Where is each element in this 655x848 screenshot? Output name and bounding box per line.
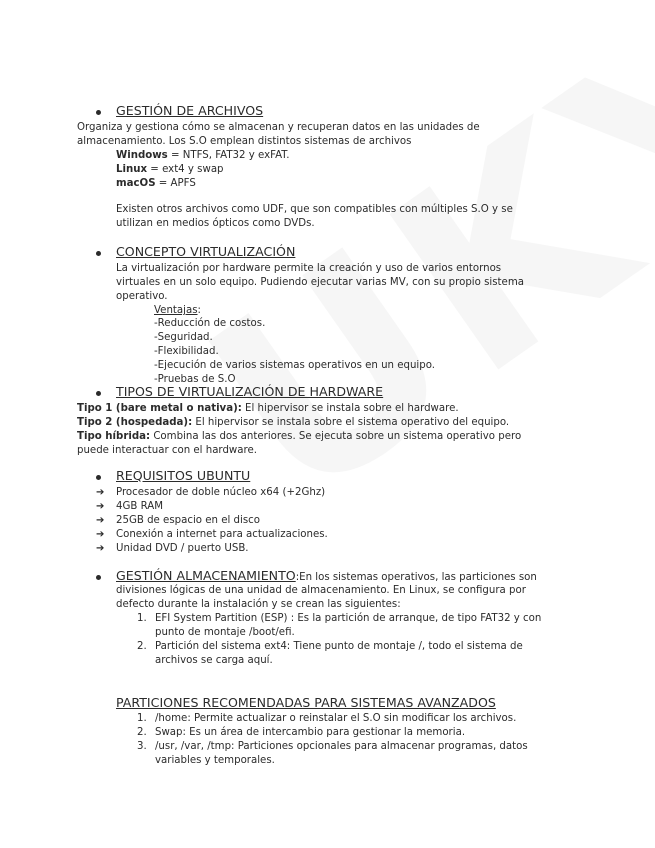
- type-label: Tipo 1 (bare metal o nativa):: [77, 403, 242, 414]
- os-value: = NTFS, FAT32 y exFAT.: [167, 150, 290, 161]
- list-item: Swap: Es un área de intercambio para gestionar la memoria.: [155, 727, 466, 738]
- paragraph-line: almacenamiento. Los S.O emplean distintos sistemas de archivos: [77, 136, 412, 147]
- arrow-right-icon: ➔: [96, 501, 105, 512]
- type-hybrid: [77, 430, 521, 444]
- section-heading: TIPOS DE VIRTUALIZACIÓN DE HARDWARE: [116, 384, 384, 399]
- section-heading: CONCEPTO VIRTUALIZACIÓN: [116, 244, 296, 259]
- bullet-icon: [96, 110, 101, 115]
- paragraph-line: utilizan en medios ópticos como DVDs.: [116, 218, 315, 229]
- filesystem-macos: [116, 177, 196, 191]
- list-number: 1.: [137, 613, 147, 624]
- requirement-item: Procesador de doble núcleo x64 (+2Ghz): [116, 487, 326, 498]
- section-heading: GESTIÓN ALMACENAMIENTO: [116, 568, 296, 583]
- list-item: Partición del sistema ext4: Tiene punto de montaje /, todo el sistema de: [155, 641, 523, 652]
- os-value: = ext4 y swap: [147, 164, 224, 175]
- advantage-item: -Reducción de costos.: [154, 318, 266, 329]
- list-number: 2.: [137, 641, 147, 652]
- paragraph-line: Organiza y gestiona cómo se almacenan y recuperan datos en las unidades de: [77, 122, 480, 133]
- paragraph-line: operativo.: [116, 291, 168, 302]
- section-heading: REQUISITOS UBUNTU: [116, 468, 251, 483]
- type-text: El hipervisor se instala sobre el sistema operativo del equipo.: [192, 417, 510, 428]
- paragraph-line: puede interactuar con el hardware.: [77, 445, 257, 456]
- type-label: Tipo 2 (hospedada):: [77, 417, 193, 428]
- bullet-icon: [96, 575, 101, 580]
- paragraph-line: Existen otros archivos como UDF, que son compatibles con múltiples S.O y se: [116, 204, 513, 215]
- type-text: Combina las dos anteriores. Se ejecuta sobre un sistema operativo pero: [150, 431, 522, 442]
- section-heading: PARTICIONES RECOMENDADAS PARA SISTEMAS AVANZADOS: [116, 695, 496, 710]
- paragraph-line: divisiones lógicas de una unidad de almacenamiento. En Linux, se configura por: [116, 585, 526, 596]
- paragraph-line: virtuales en un solo equipo. Pudiendo ejecutar varias MV, con su propio sistema: [116, 277, 524, 288]
- list-item: EFI System Partition (ESP) : Es la partición de arranque, de tipo FAT32 y con: [155, 613, 542, 624]
- requirement-item: Unidad DVD / puerto USB.: [116, 543, 249, 554]
- requirement-item: 25GB de espacio en el disco: [116, 515, 260, 526]
- colon: :: [197, 305, 201, 316]
- type-2: [77, 416, 509, 430]
- arrow-right-icon: ➔: [96, 543, 105, 554]
- section-heading: GESTIÓN DE ARCHIVOS: [116, 103, 264, 118]
- advantages-label: Ventajas: [154, 305, 198, 316]
- list-number: 3.: [137, 741, 147, 752]
- type-label: Tipo híbrida:: [77, 431, 151, 442]
- filesystem-windows: [116, 149, 290, 163]
- type-1: [77, 402, 459, 416]
- advantage-item: -Seguridad.: [154, 332, 213, 343]
- arrow-right-icon: ➔: [96, 529, 105, 540]
- paragraph-line: La virtualización por hardware permite la creación y uso de varios entornos: [116, 263, 502, 274]
- bullet-icon: [96, 475, 101, 480]
- list-item-cont: punto de montaje /boot/efi.: [155, 627, 295, 638]
- list-item-cont: archivos se carga aquí.: [155, 655, 273, 666]
- storage-intro: [116, 569, 537, 585]
- list-item-cont: variables y temporales.: [155, 755, 275, 766]
- advantages-title: [154, 304, 201, 318]
- bullet-icon: [96, 391, 101, 396]
- os-value: = APFS: [155, 178, 196, 189]
- filesystem-linux: [116, 163, 224, 177]
- os-label: Linux: [116, 164, 148, 175]
- list-number: 2.: [137, 727, 147, 738]
- list-item: /usr, /var, /tmp: Particiones opcionales para almacenar programas, datos: [155, 741, 528, 752]
- requirement-item: 4GB RAM: [116, 501, 164, 512]
- arrow-right-icon: ➔: [96, 515, 105, 526]
- os-label: macOS: [116, 178, 156, 189]
- paragraph-line: defecto durante la instalación y se crean las siguientes:: [116, 599, 401, 610]
- type-text: El hipervisor se instala sobre el hardware.: [241, 403, 459, 414]
- advantage-item: -Pruebas de S.O: [154, 374, 236, 385]
- bullet-icon: [96, 251, 101, 256]
- requirement-item: Conexión a internet para actualizaciones.: [116, 529, 328, 540]
- advantage-item: -Ejecución de varios sistemas operativos en un equipo.: [154, 360, 436, 371]
- intro-text: :En los sistemas operativos, las particiones son: [295, 572, 537, 583]
- list-number: 1.: [137, 713, 147, 724]
- advantage-item: -Flexibilidad.: [154, 346, 219, 357]
- os-label: Windows: [116, 150, 168, 161]
- list-item: /home: Permite actualizar o reinstalar el S.O sin modificar los archivos.: [155, 713, 517, 724]
- arrow-right-icon: ➔: [96, 487, 105, 498]
